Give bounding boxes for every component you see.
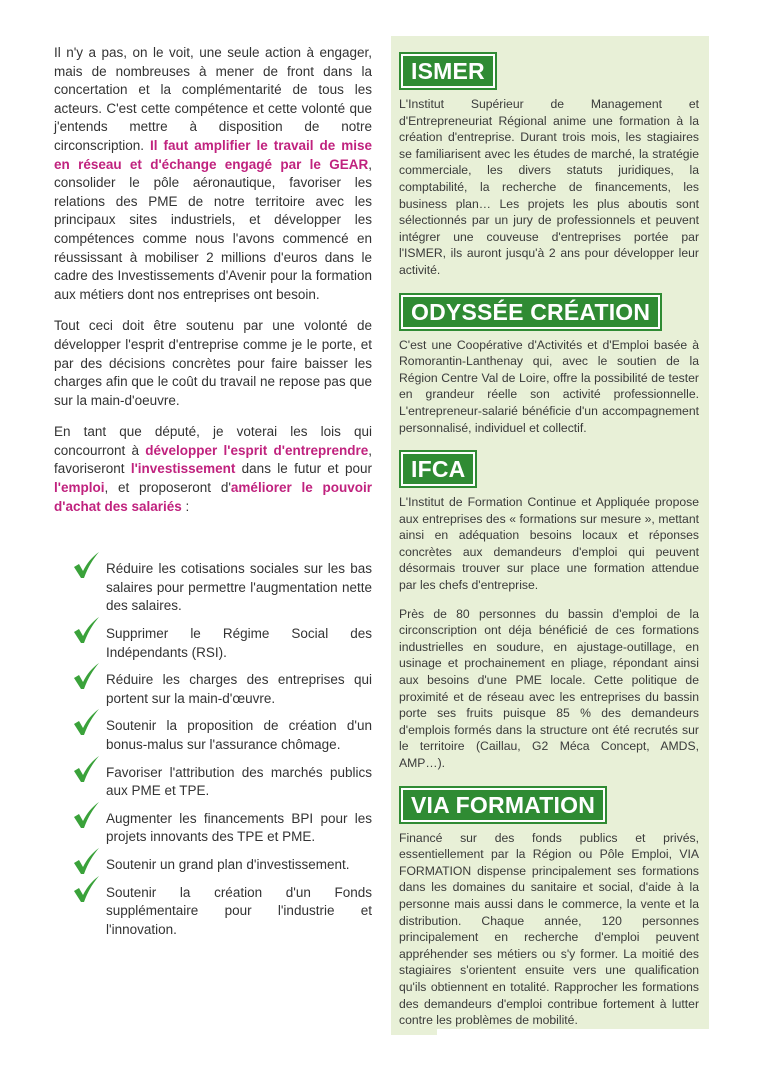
list-item: Soutenir la création d'un Fonds supplémentaire pour l'industrie et l'innovation. <box>54 884 372 940</box>
checkmark-icon <box>72 756 100 784</box>
section-title-odyssee: ODYSSÉE CRÉATION <box>401 295 660 329</box>
organizations-panel <box>391 36 709 1029</box>
checkmark-icon <box>72 709 100 737</box>
checkmark-icon <box>72 663 100 691</box>
highlight-gear: Il faut amplifier le travail de mise en réseau et d'échange engagé par le GEAR <box>54 137 372 172</box>
checkmark-icon <box>72 802 100 830</box>
section-title-via: VIA FORMATION <box>401 788 605 822</box>
list-item: Soutenir la proposition de création d'un bonus-malus sur l'assurance chômage. <box>54 717 372 754</box>
checkmark-icon <box>72 552 100 580</box>
highlight-investissement: l'investissement <box>130 461 236 477</box>
list-item: Supprimer le Régime Social des Indépendants (RSI). <box>54 625 372 662</box>
section-odyssee-creation <box>399 291 699 437</box>
list-item: Réduire les cotisations sociales sur les bas salaires pour permettre l'augmentation nette des salaires. <box>54 560 372 616</box>
checkmark-icon <box>72 876 100 904</box>
section-via-formation <box>399 784 699 1029</box>
support-paragraph: Tout ceci doit être soutenu par une volonté de développer l'esprit d'entreprise comme je le porte, et par des décisions concrètes pour faire baisser les charges afin que le coût du travail ne repose pas que sur la main-d'oeuvre. <box>54 318 372 408</box>
section-ismer <box>399 50 699 279</box>
section-paragraph: L'Institut Supérieur de Management et d'Entrepreneuriat Régional anime une formation à la création d'entreprise. Durant trois mois, les stagiaires se familiarisent avec les études de marché, la stratégie commerciale, les divers statuts juridiques, la comptabilité, la recherche de financements, les business plan… Les projets les plus aboutis sont sélectionnés par un jury de professionnels et peuvent intégrer une couveuse d'entreprises portée par l'ISMER, ils auront jusqu'à 2 ans pour développer leur activité. <box>399 97 699 277</box>
list-item: Réduire les charges des entreprises qui portent sur la main-d'œuvre. <box>54 671 372 708</box>
section-paragraph: C'est une Coopérative d'Activités et d'Emploi basée à Romorantin-Lanthenay qui, avec le soutien de la Région Centre Val de Loire, offre la possibilité de tester en grandeur réelle son activité professionnelle. L'entrepreneur-salarié bénéficie d'un accompagnement personnalisé, individuel et collectif. <box>399 337 699 435</box>
section-title-ismer: ISMER <box>401 54 495 88</box>
section-paragraph: L'Institut de Formation Continue et Appliquée propose aux entreprises des « formations sur mesure », mettant ainsi en adéquation besoins locaux et réponses concrètes aux demandeurs d'emploi qui peuvent désormais trouver sur place une formation attendue par les chefs d'entreprise. <box>399 495 699 593</box>
section-paragraph: Financé sur des fonds publics et privés, essentiellement par la Région ou Pôle Emploi, VIA FORMATION dispense principalement ses formations dans les domaines du sanitaire et social, d'aide à la personne mais aussi dans le commerce, la vente et la distribution. Chaque année, 120 personnes principalement en recherche d'emploi peuvent appréhender ses métiers ou s'y former. La moitié des stagiaires s'orientent ensuite vers une qualification qu'ils obtiennent en totalité. Rapprocher les formations des demandeurs d'emploi contribue fortement à lutter contre les problèmes de mobilité. <box>399 830 699 1028</box>
section-title-ifca: IFCA <box>401 452 475 486</box>
left-column <box>54 44 372 948</box>
pledge-paragraph: En tant que député, je voterai les lois qui concourront à développer l'esprit d'entreprendre, favoriseront l'investissement dans le futur et pour l'emploi, et proposeront d'améliorer le pouvoir d'achat des salariés : <box>54 424 372 514</box>
section-ifca <box>399 448 699 772</box>
highlight-esprit: développer l'esprit d'entreprendre <box>145 442 369 458</box>
highlight-emploi: l'emploi <box>54 480 105 496</box>
checkmark-icon <box>72 848 100 876</box>
list-item: Augmenter les financements BPI pour les projets innovants des TPE et PME. <box>54 810 372 847</box>
list-item: Soutenir un grand plan d'investissement. <box>54 856 372 875</box>
highlight-pouvoir-achat: améliorer le pouvoir d'achat des salariés <box>54 480 372 514</box>
checkmark-icon <box>72 617 100 645</box>
section-paragraph: Près de 80 personnes du bassin d'emploi de la circonscription ont déja bénéficié de ces formations industrielles en soudure, en ajustage-outillage, en usinage et prochainement en pliage, répondant ainsi aux besoins d'une PME locale. Cette politique de proximité et de réseau avec les entreprises du bassin porte ses fruits puisque 85 % des demandeurs d'emplois formés dans la structure ont été recrutés sur le territoire (Caillau, G2 Méca Concept, AMDS, AMP…). <box>399 606 699 770</box>
measures-checklist <box>54 560 372 939</box>
intro-paragraph: Il n'y a pas, on le voit, une seule action à engager, mais de nombreuses à mener de front dans la concertation et la complémentarité de tous les acteurs. C'est cette compétence et cette volonté que j'entends mettre à disposition de notre circonscription. Il faut amplifier le travail de mise en réseau et d'échange engagé par le GEAR, consolider le pôle aéronautique, favoriser les relations des PME de notre territoire avec les principaux sites industriels, et développer les compétences comme nous l'avons commencé en réussissant à mobiliser 2 millions d'euros dans le cadre des Investissements d'Avenir pour la formation aux métiers dont nos entreprises ont besoin. <box>54 45 372 302</box>
panel-edge <box>391 1027 437 1035</box>
list-item: Favoriser l'attribution des marchés publics aux PME et TPE. <box>54 764 372 801</box>
